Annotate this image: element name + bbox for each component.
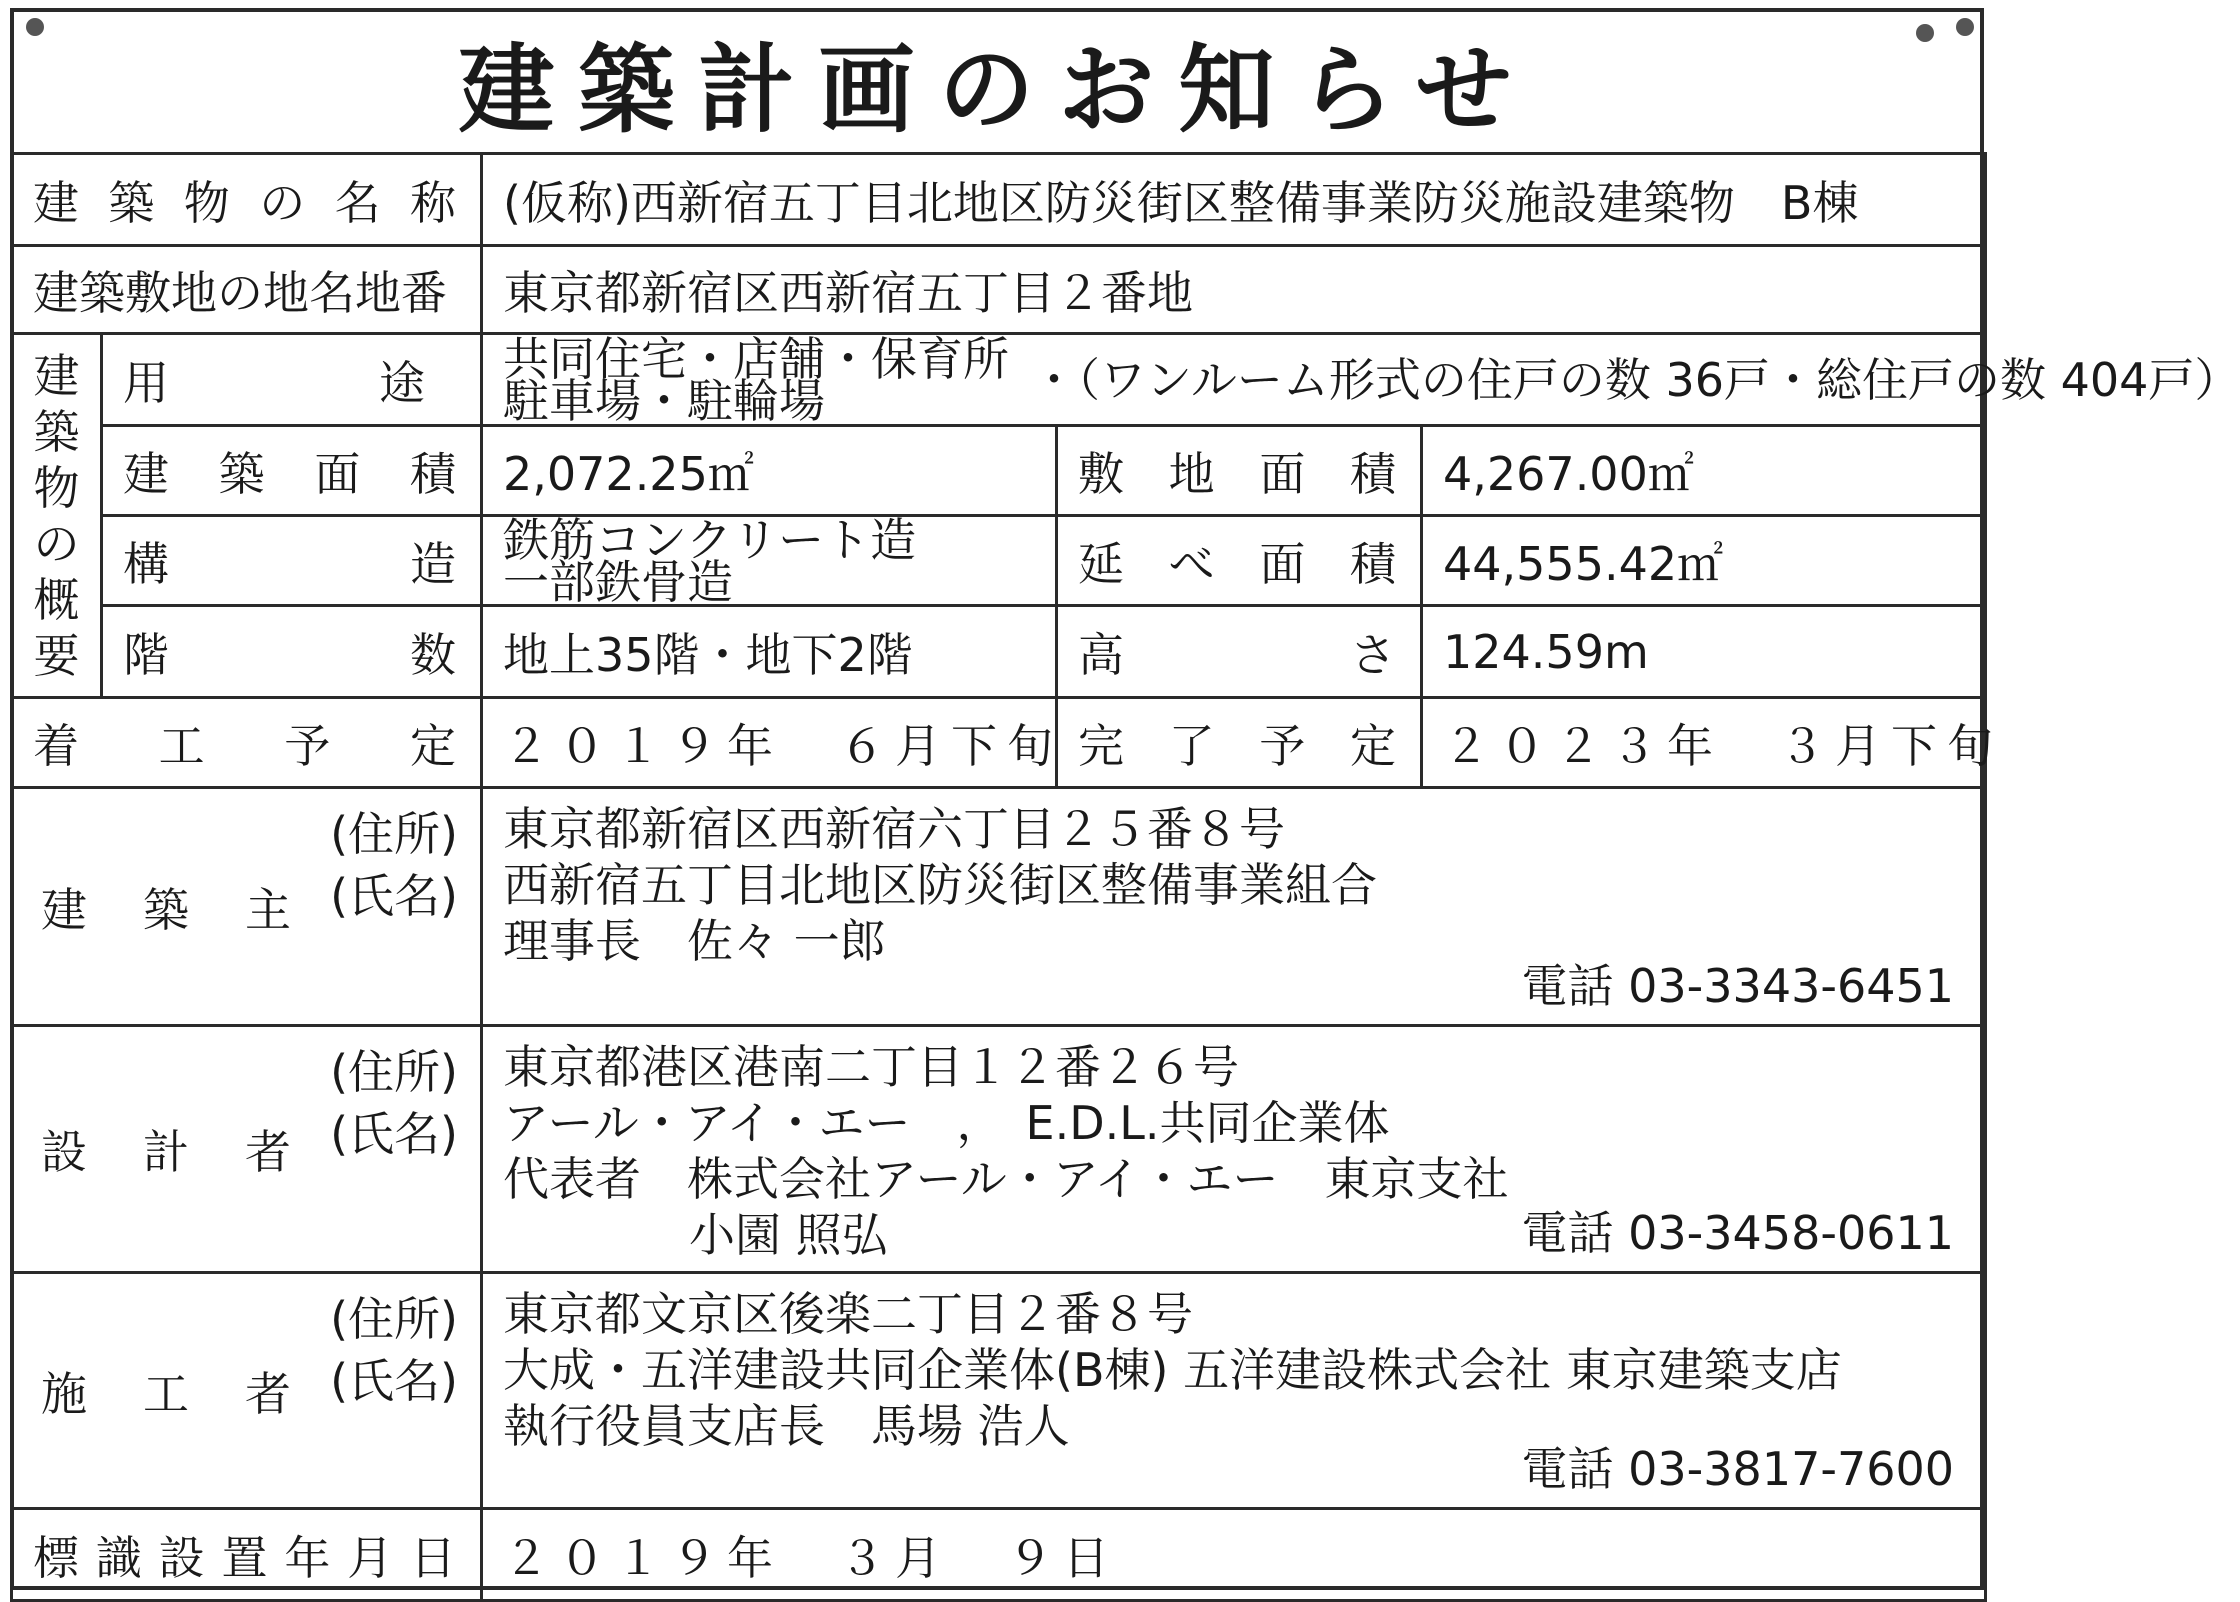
label-site-area: 敷地面積	[1057, 426, 1422, 516]
owner-tag-address: (住所)	[330, 807, 458, 861]
label-designer	[12, 1026, 482, 1273]
value-start: ２０１９年 ６月下旬	[482, 698, 1057, 788]
label-sign-date: 標識設置年月日	[12, 1509, 482, 1601]
use-line1: 共同住宅・店舗・保育所	[503, 331, 1009, 386]
label-use	[102, 334, 635, 426]
use-label: 用途	[123, 355, 635, 410]
row-floors	[12, 606, 1986, 698]
value-sign-date: ２０１９年 ３月 ９日	[482, 1509, 1986, 1601]
value-owner	[482, 788, 1986, 1026]
label-finish: 完了予定	[1057, 698, 1422, 788]
value-floors: 地上35階・地下2階	[482, 606, 1057, 698]
label-height: 高さ	[1057, 606, 1422, 698]
value-height: 124.59m	[1422, 606, 1986, 698]
contractor-line: 東京都文京区後楽二丁目２番８号	[503, 1287, 1193, 1341]
row-contractor	[12, 1273, 1986, 1509]
row-use	[12, 334, 1986, 426]
value-structure	[482, 512, 1057, 609]
label-building-name: 建築物の名称	[12, 154, 482, 246]
label-total-floor-area: 延べ面積	[1057, 516, 1422, 606]
structure-line2: 一部鉄骨造	[503, 554, 733, 609]
row-sign-date	[12, 1509, 1986, 1601]
owner-tag-name: (氏名)	[330, 869, 458, 923]
row-area	[12, 426, 1986, 516]
owner-line: 西新宿五丁目北地区防災街区整備事業組合	[503, 858, 1377, 912]
contractor-line: 大成・五洋建設共同企業体(B棟) 五洋建設株式会社 東京建築支店	[503, 1343, 1842, 1397]
structure-line1: 鉄筋コンクリート造	[503, 512, 917, 567]
label-site: 建築敷地の地名地番	[12, 246, 482, 334]
designer-line: 小園 照弘	[689, 1208, 888, 1262]
row-building-name	[12, 154, 1986, 246]
value-designer	[482, 1026, 1986, 1273]
label-building-area: 建築面積	[102, 426, 482, 516]
label-owner	[12, 788, 482, 1026]
designer-phone: 電話 03-3458-0611	[1521, 1206, 1955, 1260]
value-building-area: 2,072.25㎡	[482, 426, 1057, 516]
row-site	[12, 246, 1986, 334]
label-floors: 階数	[102, 606, 482, 698]
contractor-tag-address: (住所)	[330, 1292, 458, 1346]
value-site-area: 4,267.00㎡	[1422, 426, 1986, 516]
designer-line: アール・アイ・エー ， E.D.L.共同企業体	[503, 1096, 1390, 1150]
value-site: 東京都新宿区西新宿五丁目２番地	[482, 246, 1986, 334]
owner-line: 理事長 佐々 一郎	[503, 914, 886, 968]
owner-phone: 電話 03-3343-6451	[1521, 959, 1955, 1013]
row-owner	[12, 788, 1986, 1026]
value-use	[482, 331, 2240, 428]
contractor-line: 執行役員支店長 馬場 浩人	[503, 1399, 1070, 1453]
owner-role: 建築主	[41, 882, 347, 937]
contractor-tag-name: (氏名)	[330, 1354, 458, 1408]
designer-role: 設計者	[41, 1125, 347, 1179]
value-finish: ２０２３年 ３月下旬	[1422, 698, 1986, 788]
row-designer	[12, 1026, 1986, 1273]
designer-tag-address: (住所)	[330, 1045, 458, 1099]
page-title: 建築計画のお知らせ	[458, 33, 1536, 146]
notice-board	[10, 8, 2240, 1590]
value-contractor	[482, 1273, 1986, 1509]
designer-line: 代表者 株式会社アール・アイ・エー 東京支社	[503, 1152, 1509, 1206]
notice-table	[10, 152, 2240, 1602]
label-overview	[12, 334, 102, 698]
value-total-floor-area: 44,555.42㎡	[1422, 516, 1986, 606]
use-note: ・（ワンルーム形式の住戸の数 36戸・総住戸の数 404戸）	[1031, 352, 2240, 407]
row-schedule	[12, 698, 1986, 788]
designer-tag-name: (氏名)	[330, 1107, 458, 1161]
contractor-role: 施工者	[41, 1366, 347, 1421]
use-line2: 駐車場・駐輪場	[503, 373, 825, 428]
value-building-name: (仮称)西新宿五丁目北地区防災街区整備事業防災施設建築物 B棟	[482, 154, 1986, 246]
row-structure	[12, 516, 1986, 606]
label-start: 着工予定	[12, 698, 482, 788]
contractor-phone: 電話 03-3817-7600	[1521, 1442, 1955, 1496]
owner-line: 東京都新宿区西新宿六丁目２５番８号	[503, 802, 1285, 856]
label-structure: 構造	[102, 516, 482, 606]
label-contractor	[12, 1273, 482, 1509]
designer-line: 東京都港区港南二丁目１２番２６号	[503, 1040, 1239, 1094]
overview-label-text: 建築物の概要	[33, 348, 80, 683]
